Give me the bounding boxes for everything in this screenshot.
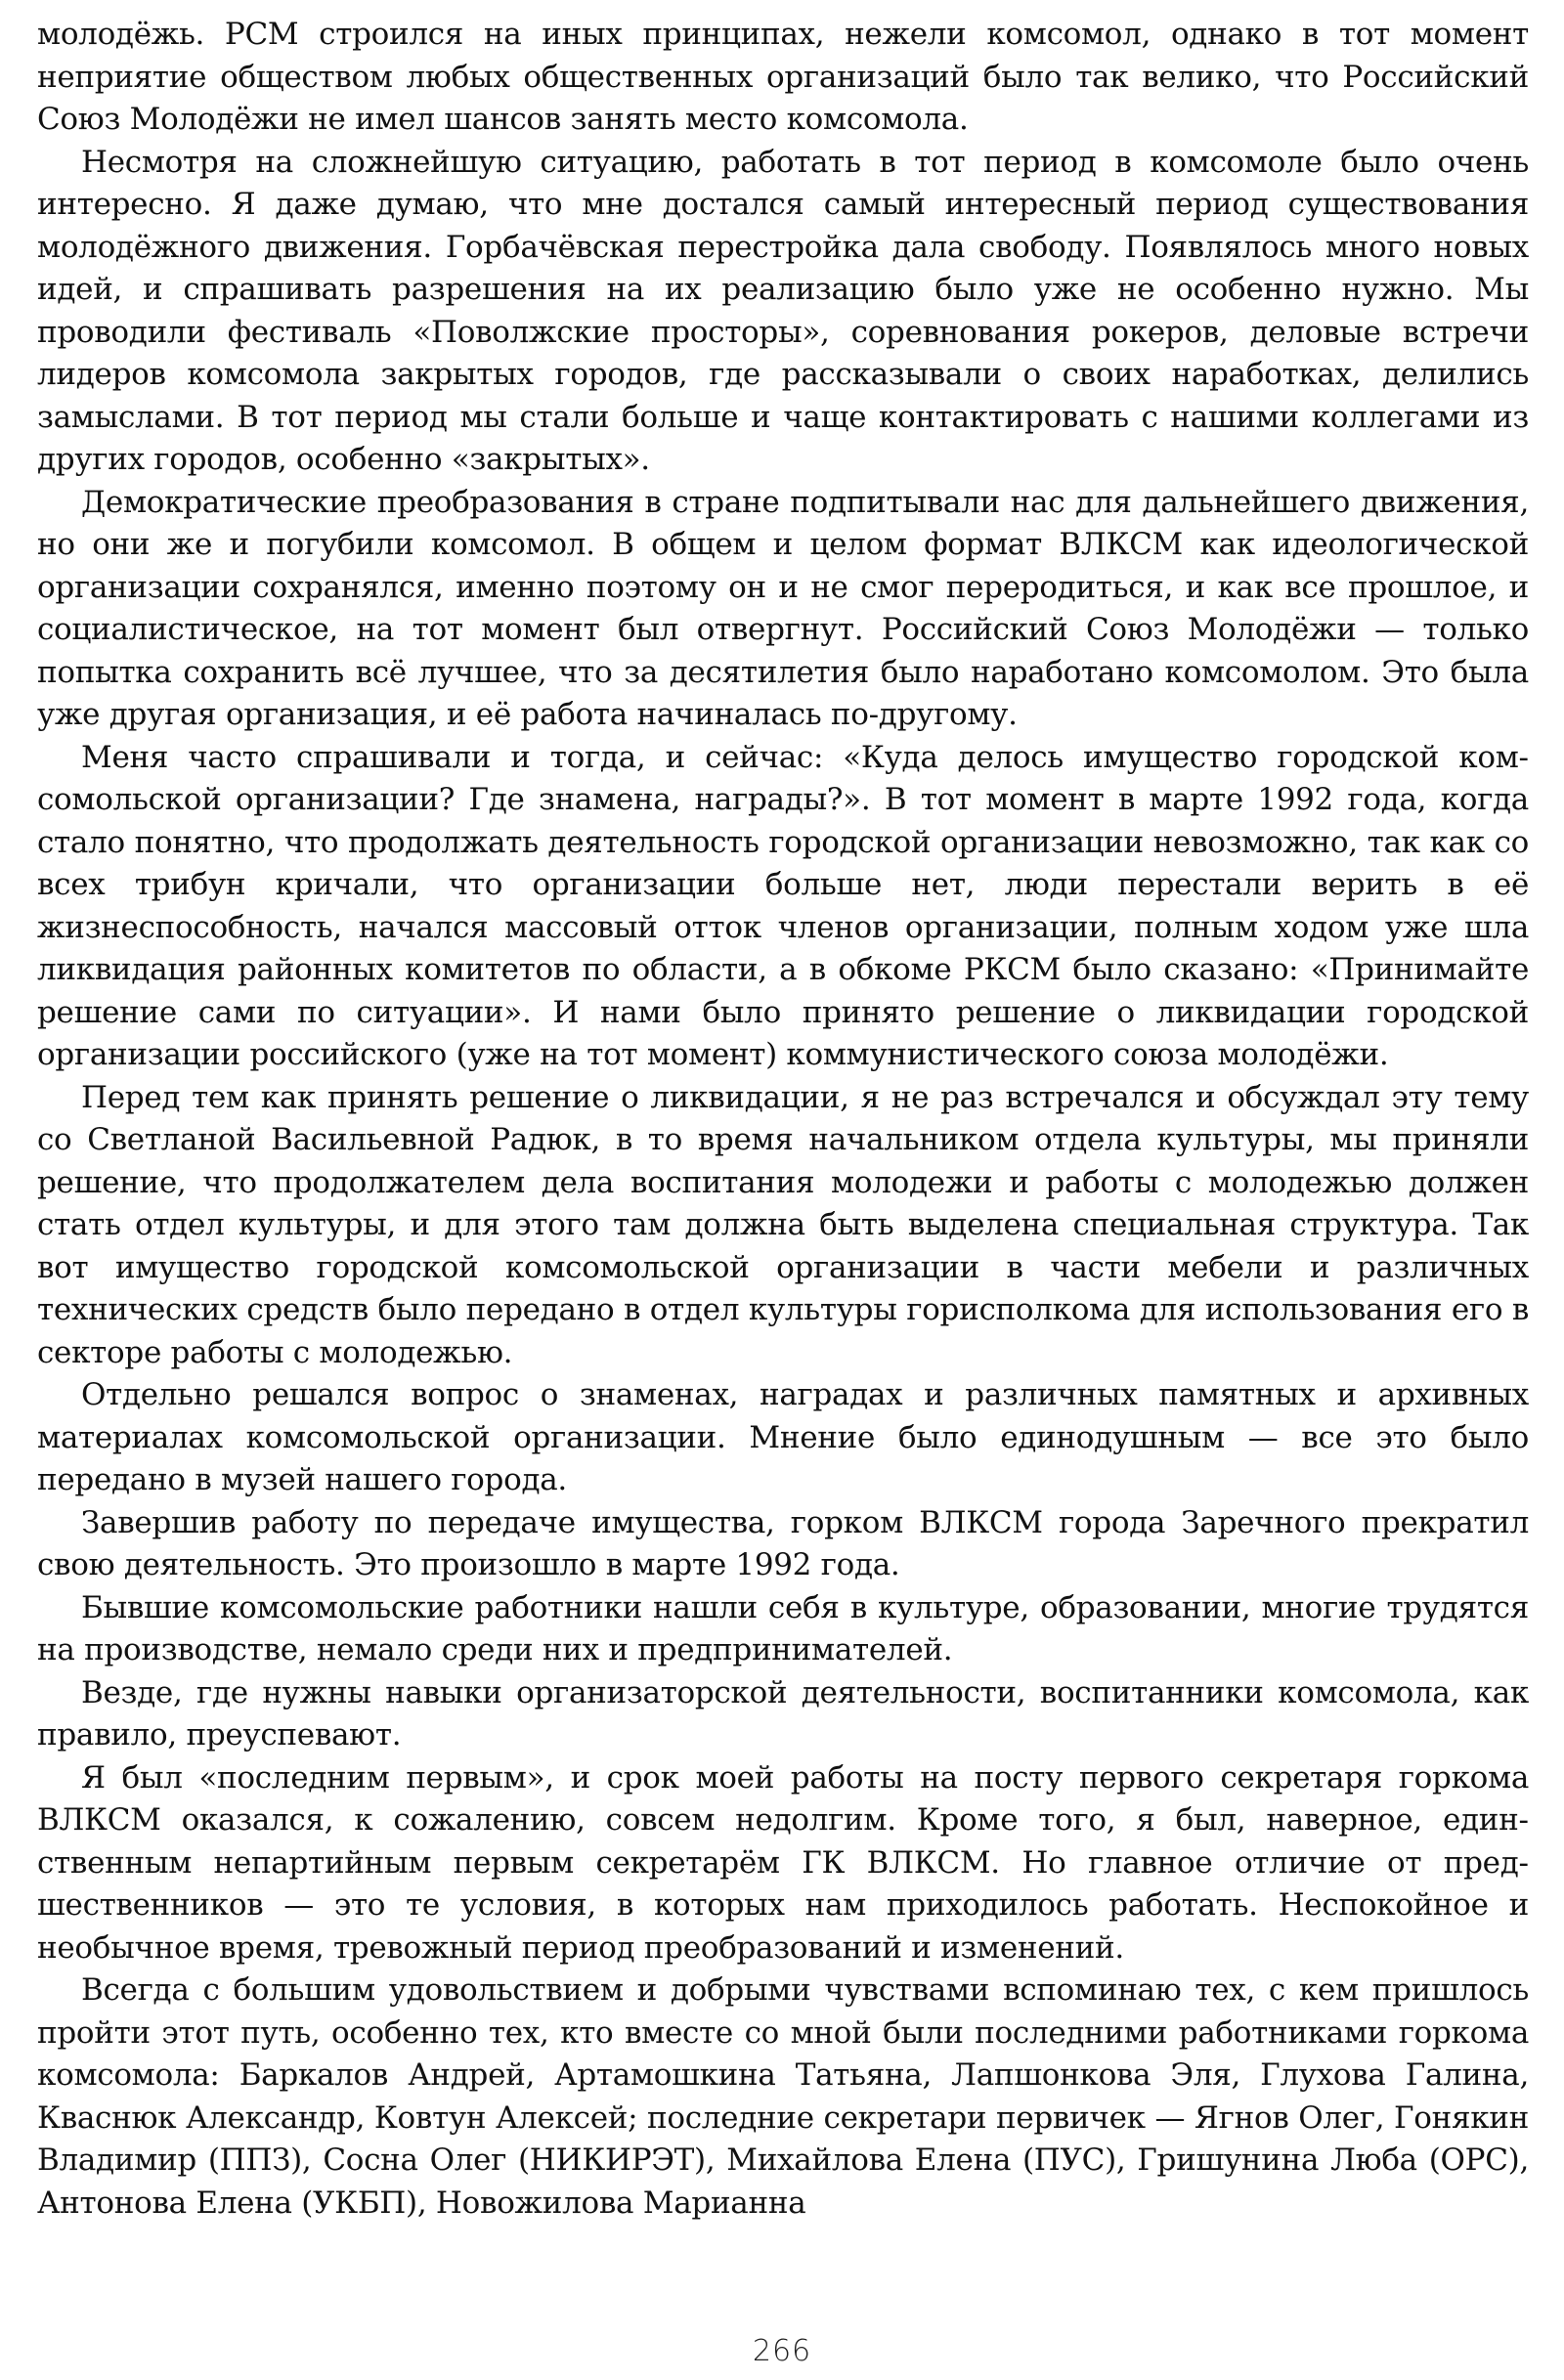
paragraph-6: Отдельно решался вопрос о знаменах, наградах и различных памятных и архивных материалах комсомольской организации. Мнение было единодушным — все это было передано в музей нашего города. (37, 1377, 1529, 1497)
paragraph-4: Меня часто спрашивали и тогда, и сейчас: «Куда делось имущество городской комсомольской организации? Где знамена, награды?». В тот момент в марте 1992 года, когда стало понятно, что продолжать деятельность городской организации невозможно, так как со всех трибун кричали, что организации больше нет, люди перестали верить в её жизнеспособность, начался массовый отток членов организации, полным ходом уже шла ликвидация районных комитетов по области, а в обкоме РКСМ было сказано: «Принимайте решение сами по ситуации». И нами было принято решение о ликвидации городской организации российского (уже на тот момент) коммунистического союза молодёжи. (37, 739, 1529, 1072)
paragraph-5: Перед тем как принять решение о ликвидации, я не раз встречался и обсуждал эту тему со Светланой Васильевной Радюк, в то время начальником отдела культуры, мы приняли решение, что продолжателем дела воспитания молодежи и работы с молодежью должен стать отдел культуры, и для этого там должна быть выделена специальная структура. Так вот имущество городской комсомольской организации в части мебели и различных технических средств было передано в отдел культуры горисполкома для использования его в секторе работы с молодежью. (37, 1079, 1529, 1370)
paragraph-10: Я был «последним первым», и срок моей работы на посту первого секретаря горкома ВЛКСМ оказался, к сожалению, совсем недолгим. Кроме того, я был, наверное, единственным непартийным первым секретарём ГК ВЛКСМ. Но главное отличие от предшественников — это те условия, в которых нам приходилось работать. Неспокойное и необычное время, тревожный период преобразований и изменений. (37, 1759, 1529, 1966)
paragraph-7: Завершив работу по передаче имущества, горком ВЛКСМ города Заречного прекратил свою деятельность. Это произошло в марте 1992 года. (37, 1504, 1529, 1582)
paragraph-11: Всегда с большим удовольствием и добрыми чувствами вспоминаю тех, с кем пришлось пройти этот путь, особенно тех, кто вместе со мной были последними работниками горкома комсомола: Баркалов Андрей, Артамошкина Татьяна, Лапшонкова Эля, Глухова Галина, Кваснюк Александр, Ковтун Алексей; последние секретари первичек — Ягнов Олег, Гонякин Владимир (ППЗ), Сосна Олег (НИКИРЭТ), Михайлова Елена (ПУС), Гришунина Люба (ОРС), Антонова Елена (УКБП), Новожилова Марианна (37, 1972, 1529, 2221)
paragraph-9: Везде, где нужны навыки организаторской деятельности, воспитанники комсомола, как правило, преуспевают. (37, 1674, 1529, 1753)
paragraph-8: Бывшие комсомольские работники нашли себя в культуре, образовании, многие трудятся на производстве, немало среди них и предпринимателей. (37, 1589, 1529, 1667)
paragraph-2: Несмотря на сложнейшую ситуацию, работать в тот период в комсомоле было очень интересно. Я даже думаю, что мне достался самый интересный период существования молодёжного движения. Горбачёвская перестройка дала свободу. Появлялось много новых идей, и спрашивать разрешения на их реализацию было уже не особенно нужно. Мы проводили фестиваль «Поволжские просторы», соревнования рокеров, деловые встречи лидеров комсомола закрытых городов, где рассказывали о своих наработках, делились замыслами. В тот период мы стали больше и чаще контактировать с нашими коллегами из других городов, особенно «закрытых». (37, 144, 1529, 477)
page-body-text (37, 14, 1529, 2225)
paragraph-1: молодёжь. РСМ строился на иных принципах, нежели комсомол, однако в тот момент неприятие обществом любых общественных организаций было так велико, что Российский Союз Молодёжи не имел шансов занять место комсомола. (37, 17, 1529, 137)
paragraph-3: Демократические преобразования в стране подпитывали нас для дальнейшего движения, но они же и погубили комсомол. В общем и целом формат ВЛКСМ как идеологической организации сохранялся, именно поэтому он и не смог переродиться, и как все прошлое, и социалистическое, на тот момент был отвергнут. Российский Союз Молодёжи — только попытка сохранить всё лучшее, что за десятилетия было наработано комсомолом. Это была уже другая организация, и её работа начиналась по-другому. (37, 484, 1529, 732)
page-number: 266 (752, 2334, 812, 2368)
